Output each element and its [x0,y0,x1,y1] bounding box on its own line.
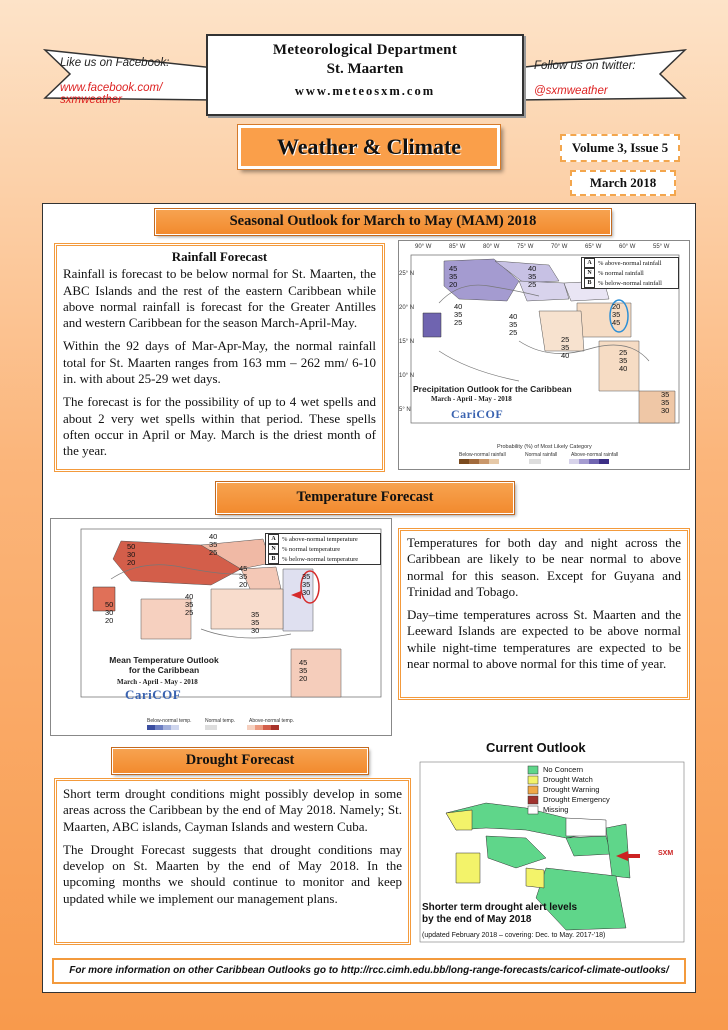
cell-value: 20 [127,558,136,567]
cell-value: 35 [209,540,218,549]
cell-value: 35 [509,320,518,329]
cell-value: 25 [209,548,218,557]
cell-value: 25 [561,335,570,344]
cell-value: 20 [612,302,621,311]
newsletter-title: Weather & Climate [238,125,500,169]
cell-value: 35 [528,272,537,281]
drought-caption-note: (updated February 2018 – covering: Dec. to May. 2017-'18) [422,932,606,939]
drought-caption-line2: by the end of May 2018 [422,914,532,925]
legend-key: A [584,258,595,268]
cell-value: 40 [185,592,194,601]
facebook-label: Like us on Facebook: [60,57,170,69]
drought-map-title: Current Outlook [486,740,586,755]
lon-label: 85° W [449,244,466,250]
cell-value: 40 [528,264,537,273]
legend-text: % normal rainfall [598,269,644,277]
cell-value: 20 [105,616,114,625]
cell-values [509,313,517,337]
cell-value: 35 [454,310,463,319]
cell-value: 45 [612,318,621,327]
cell-values [185,593,193,617]
cell-value: 45 [239,564,248,573]
legend-key: B [268,554,279,564]
cell-value: 35 [661,398,670,407]
department-name: Meteorological Department [272,42,458,58]
legend-text: % below-normal temperature [282,555,359,563]
lat-label: 25° N [399,271,415,277]
temp-map-title [99,655,229,675]
lon-label: 75° W [517,244,534,250]
cell-value: 30 [661,406,670,415]
scale-caption: Probability (%) of Most Likely Category [497,444,592,450]
department-header [206,34,524,116]
cell-value: 20 [299,674,308,683]
cell-value: 20 [449,280,458,289]
cell-value: 30 [251,626,260,635]
cell-values [239,565,247,589]
temperature-text-box [398,528,690,700]
cell-value: 40 [209,532,218,541]
legend-key: A [268,534,279,544]
caricof-logo: CariCOF [451,407,504,421]
cell-values [299,659,307,683]
rainfall-paragraph: Within the 92 days of Mar-Apr-May, the normal rainfall total for St. Maarten ranges from 163 mm – 262 mm/ 6-10 in. with about 25-29 wet days. [63,338,376,387]
lon-label: 80° W [483,244,500,250]
drought-text-box [54,778,411,945]
cell-value: 20 [239,580,248,589]
lat-label: 15° N [399,339,415,345]
temperature-paragraph: Temperatures for both day and night across the Caribbean are likely to be near normal to above normal for this season. Except for Guyana and Trinidad and Tobago. [407,535,681,599]
rainfall-title: Rainfall Forecast [171,249,268,264]
lon-label: 60° W [619,244,636,250]
twitter-handle[interactable]: @sxmweather [534,85,608,97]
scale-below: Below-normal temp. [147,718,192,724]
scale-below: Below-normal rainfall [459,452,506,458]
caricof-logo: CariCOF [125,687,182,702]
cell-value: 50 [127,542,136,551]
twitter-label: Follow us on twitter: [534,60,636,72]
cell-value: 35 [612,310,621,319]
cell-value: 30 [127,550,136,559]
precip-map-subtitle: March - April - May - 2018 [431,395,512,403]
volume-issue: Volume 3, Issue 5 [560,134,680,162]
temperature-outlook-map [50,518,392,736]
cell-values [127,543,135,567]
rainfall-paragraph: The forecast is for the possibility of up to 4 wet spells and about 2 very wet spells within that period. These spells often occur in April or May. March is the driest month of the year. [63,394,376,459]
website-link[interactable]: www.meteosxm.com [294,84,436,98]
cell-value: 25 [454,318,463,327]
cell-values [661,391,669,415]
rainfall-forecast-box [54,243,385,472]
legend-label: Drought Watch [543,775,593,784]
cell-value: 25 [619,348,628,357]
legend-label: Drought Emergency [543,795,610,804]
temp-map-subtitle: March - April - May - 2018 [117,678,198,686]
cell-values [449,265,457,289]
scale-normal: Normal rainfall [525,452,558,458]
cell-value: 35 [239,572,248,581]
cell-value: 40 [454,302,463,311]
cell-value: 40 [619,364,628,373]
sxm-marker: SXM [658,850,674,857]
legend-text: % above-normal temperature [282,535,358,543]
cell-value: 35 [299,666,308,675]
twitter-block [534,60,674,97]
cell-values [302,573,310,597]
drought-paragraph: Short term drought conditions might possibly develop in some areas across the Caribbean by the end of May 2018. Namely; St. Maarten, ABC islands, Cayman Islands and western Cuba. [63,786,402,834]
cell-value: 25 [509,328,518,337]
temp-map-legend [265,533,381,565]
cell-value: 35 [661,390,670,399]
legend-text: % below-normal rainfall [598,279,662,287]
footer-link[interactable]: For more information on other Caribbean Outlooks go to http://rcc.cimh.edu.bb/long-range-forecasts/caricof-climate-outlooks/ [52,958,686,984]
seasonal-outlook-heading: Seasonal Outlook for March to May (MAM) 2018 [155,209,611,235]
cell-value: 25 [528,280,537,289]
temperature-forecast-heading: Temperature Forecast [216,482,514,514]
lat-label: 20° N [399,305,415,311]
cell-value: 35 [251,618,260,627]
drought-outlook-map [416,738,688,950]
cell-values [528,265,536,289]
cell-values [251,611,259,635]
scale-above: Above-normal temp. [249,718,295,724]
cell-value: 35 [449,272,458,281]
cell-value: 50 [105,600,114,609]
precip-map-title: Precipitation Outlook for the Caribbean [413,384,572,394]
lon-label: 90° W [415,244,432,250]
legend-key: N [268,544,279,554]
lat-label: 10° N [399,373,415,379]
scale-above: Above-normal rainfall [571,452,619,458]
cell-values [209,533,217,557]
cell-value: 35 [251,610,260,619]
facebook-link[interactable]: www.facebook.com/ [60,82,163,94]
cell-value: 30 [105,608,114,617]
cell-value: 35 [561,343,570,352]
lon-label: 70° W [551,244,568,250]
cell-value: 25 [185,608,194,617]
temp-map-title-line2: for the Caribbean [128,665,200,675]
legend-label: Missing [543,805,569,814]
cell-value: 35 [302,572,311,581]
precipitation-outlook-map [398,240,690,470]
scale-normal: Normal temp. [205,718,236,724]
cell-value: 30 [302,588,311,597]
cell-values [612,303,620,327]
drought-forecast-heading: Drought Forecast [112,748,368,774]
legend-text: % normal temperature [282,545,341,553]
precip-map-legend [581,257,679,289]
cell-values [619,349,627,373]
legend-label: No Concern [543,765,584,774]
drought-legend [543,765,610,815]
drought-paragraph: The Drought Forecast suggests that drought conditions may develop on St. Maarten by the end of May 2018. In the upcoming months we should continue to monitor and keep updated while we implement our management plans. [63,841,402,906]
cell-value: 35 [619,356,628,365]
cell-value: 45 [449,264,458,273]
temp-map-title-line1: Mean Temperature Outlook [109,655,219,665]
temperature-paragraph: Day–time temperatures across St. Maarten and the Leeward Islands are expected to be above normal while night-time temperatures are expected to be near normal to above normal for this time of year. [407,607,681,672]
cell-value: 40 [509,312,518,321]
lon-label: 55° W [653,244,670,250]
cell-values [454,303,462,327]
cell-values [105,601,113,625]
cell-values [561,336,569,360]
department-location: St. Maarten [326,61,404,77]
lon-label: 65° W [585,244,602,250]
rainfall-paragraph: Rainfall is forecast to be below normal for St. Maarten, the ABC Islands and the rest of the eastern Caribbean while above normal rainfall is forecast for the Greater Antilles and western Caribbean for the season March-April-May. [63,266,376,331]
cell-value: 35 [185,600,194,609]
cell-value: 35 [302,580,311,589]
drought-caption-line1: Shorter term drought alert levels [422,902,578,913]
cell-value: 45 [299,658,308,667]
legend-label: Drought Warning [543,785,600,794]
lat-label: 5° N [399,407,411,413]
issue-date: March 2018 [570,170,676,196]
facebook-block [60,57,210,106]
legend-key: B [584,278,595,288]
cell-value: 40 [561,351,570,360]
legend-text: % above-normal rainfall [598,259,662,267]
drought-caption [422,902,577,926]
facebook-link-handle[interactable]: sxmweather [60,94,122,106]
legend-key: N [584,268,595,278]
